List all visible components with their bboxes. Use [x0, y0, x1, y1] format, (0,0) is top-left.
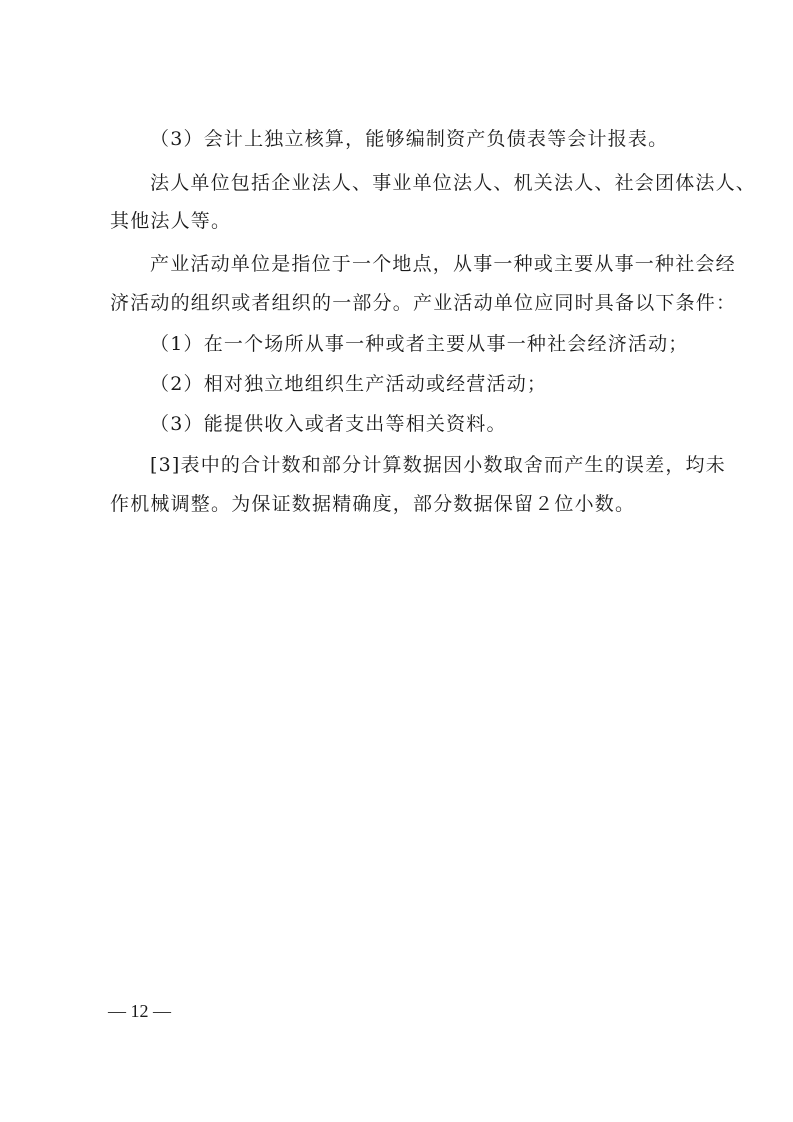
- text-line: （3）会计上独立核算，能够编制资产负债表等会计报表。: [150, 128, 669, 150]
- text-line: 作机械调整。为保证数据精确度，部分数据保留２位小数。: [110, 493, 636, 515]
- text-line: （3）能提供收入或者支出等相关资料。: [150, 413, 507, 435]
- text-line: （2）相对独立地组织生产活动或经营活动；: [150, 373, 548, 395]
- text-line: 法人单位包括企业法人、事业单位法人、机关法人、社会团体法人、: [150, 172, 757, 194]
- page-number: — 12 —: [108, 1001, 171, 1021]
- text-line: 其他法人等。: [110, 210, 232, 232]
- text-line: 产业活动单位是指位于一个地点，从事一种或主要从事一种社会经: [150, 253, 736, 275]
- text-line: [3]表中的合计数和部分计算数据因小数取舍而产生的误差，均未: [150, 454, 726, 476]
- text-line: （1）在一个场所从事一种或者主要从事一种社会经济活动；: [150, 333, 689, 355]
- text-line: 济活动的组织或者组织的一部分。产业活动单位应同时具备以下条件：: [110, 292, 737, 314]
